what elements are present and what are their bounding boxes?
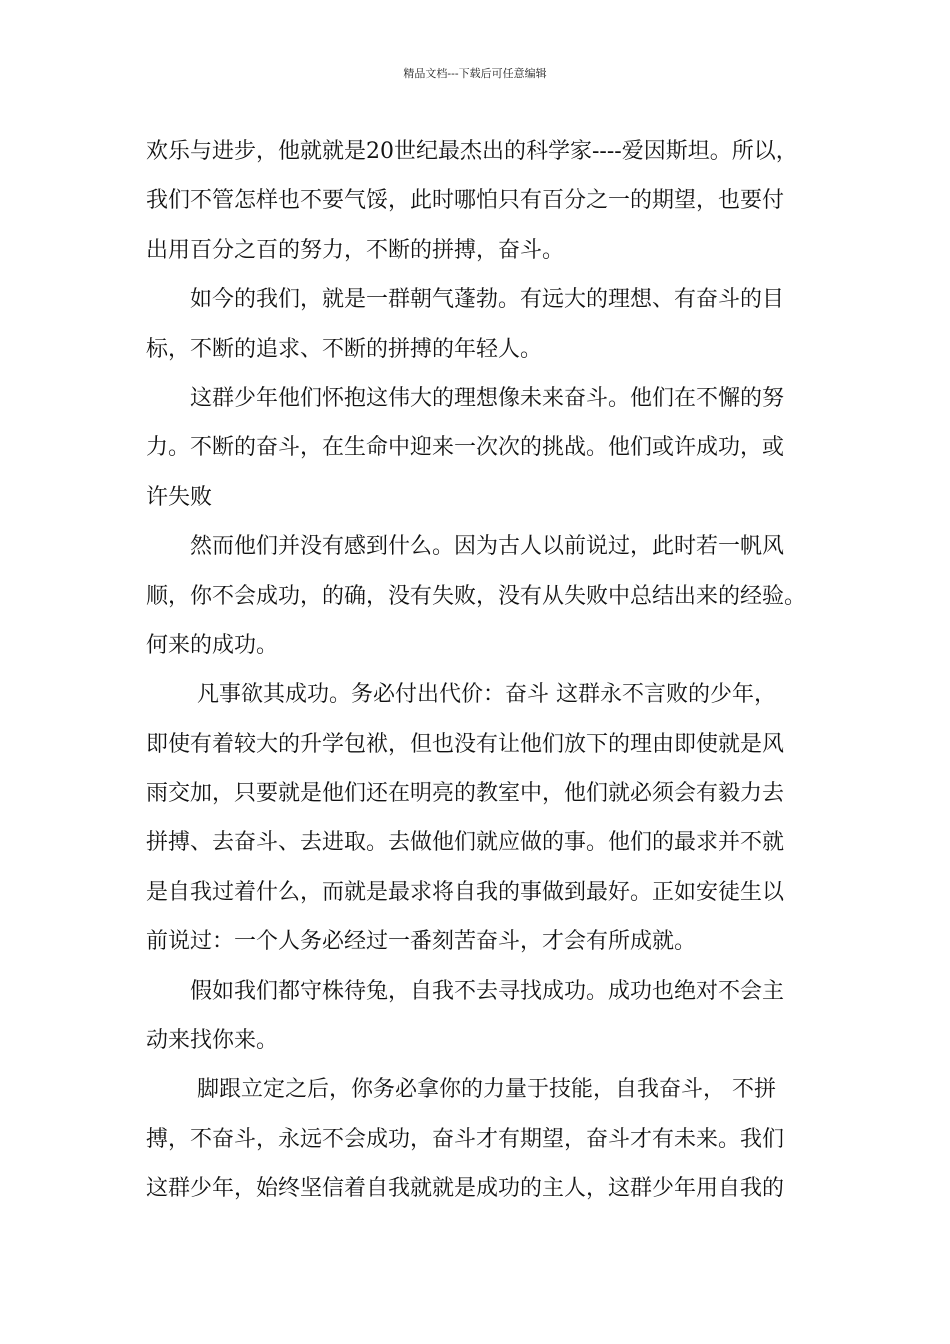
text-line: 出用百分之百的努力，不断的拼搏，奋斗。 — [146, 237, 565, 263]
text-line: 雨交加，只要就是他们还在明亮的教室中，他们就必须会有毅力去 — [146, 781, 785, 807]
text-line: 标，不断的追求、不断的拼搏的年轻人。 — [146, 336, 543, 362]
text-line: 这群少年他们怀抱这伟大的理想像未来奋斗。他们在不懈的努 — [146, 385, 785, 411]
text-line: 前说过：一个人务必经过一番刻苦奋斗，才会有所成就。 — [146, 929, 697, 955]
text-line: 我们不管怎样也不要气馁，此时哪怕只有百分之一的期望，也要付 — [146, 188, 785, 214]
text-line: 顺，你不会成功，的确，没有失败，没有从失败中总结出来的经验。 — [146, 583, 807, 609]
text-line: 拼搏、去奋斗、去进取。去做他们就应做的事。他们的最求并不就 — [146, 830, 785, 856]
text-line: 脚跟立定之后，你务必拿你的力量于技能，自我奋斗， 不拼 — [146, 1077, 776, 1103]
text-line: 然而他们并没有感到什么。因为古人以前说过，此时若一帆风 — [146, 534, 785, 560]
body-text — [146, 127, 814, 1214]
text-line: 欢乐与进步，他就就是20世纪最杰出的科学家----爱因斯坦。所以， — [146, 139, 798, 164]
text-line: 动来找你来。 — [146, 1028, 279, 1054]
page-header: 精品文档---下载后可任意编辑 — [403, 67, 547, 80]
text-line: 这群少年，始终坚信着自我就就是成功的主人，这群少年用自我的 — [146, 1176, 785, 1202]
text-line: 搏，不奋斗，永远不会成功，奋斗才有期望，奋斗才有未来。我们 — [146, 1126, 785, 1152]
text-line: 许失败 — [146, 484, 213, 510]
text-line: 如今的我们，就是一群朝气蓬勃。有远大的理想、有奋斗的目 — [146, 287, 785, 313]
text-line: 何来的成功。 — [146, 632, 279, 658]
text-line: 是自我过着什么，而就是最求将自我的事做到最好。正如安徒生以 — [146, 879, 785, 905]
text-line: 假如我们都守株待兔，自我不去寻找成功。成功也绝对不会主 — [146, 978, 785, 1004]
text-line: 力。不断的奋斗，在生命中迎来一次次的挑战。他们或许成功，或 — [146, 435, 785, 461]
text-line: 凡事欲其成功。务必付出代价：奋斗 这群永不言败的少年， — [146, 682, 776, 708]
text-line: 即使有着较大的升学包袱，但也没有让他们放下的理由即使就是风 — [146, 731, 785, 757]
